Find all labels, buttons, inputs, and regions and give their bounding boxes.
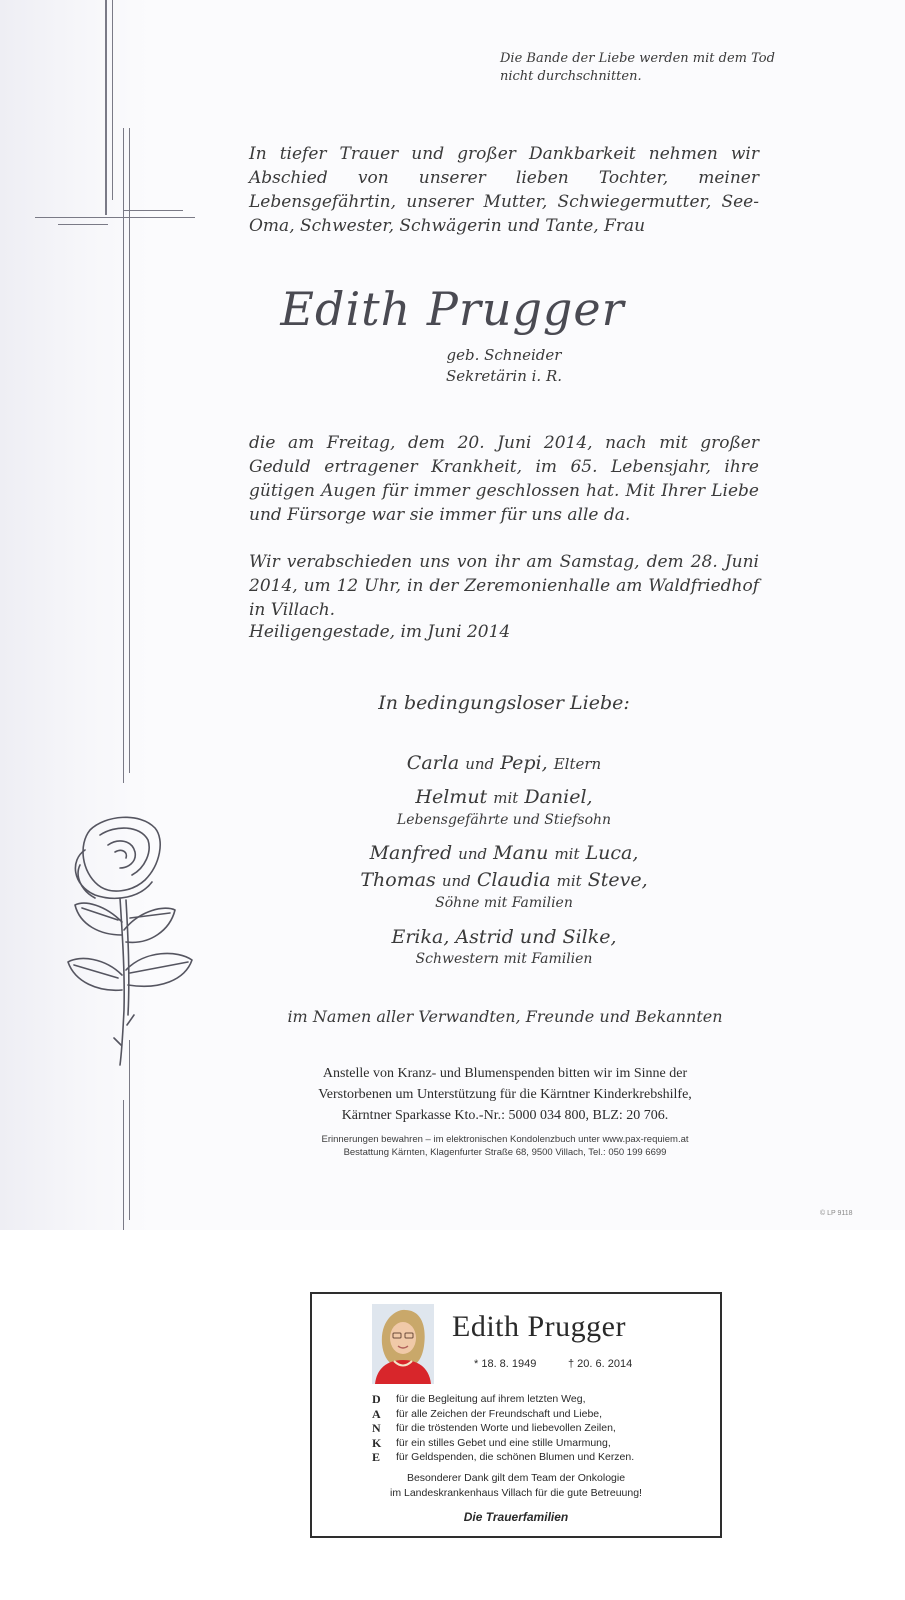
- family-relation: Schwestern mit Familien: [415, 951, 593, 967]
- danke-text: für alle Zeichen der Freundschaft und Liebe,: [396, 1407, 603, 1420]
- family-name: Carla: [406, 752, 460, 774]
- portrait-photo: [372, 1304, 434, 1384]
- signature: Die Trauerfamilien: [463, 1510, 569, 1524]
- family-name: Helmut: [415, 786, 488, 808]
- special-thanks-line-1: Besonderer Dank gilt dem Team der Onkologie: [406, 1472, 626, 1484]
- family-name: Claudia: [476, 869, 551, 891]
- family-name: Erika, Astrid und Silke,: [391, 926, 617, 948]
- place-date: Heiligengestade, im Juni 2014: [249, 622, 511, 642]
- family-join: und: [465, 755, 495, 773]
- on-behalf-line: im Namen aller Verwandten, Freunde und Bekannten: [287, 1007, 723, 1026]
- special-thanks-line-2: im Landeskrankenhaus Villach für die gute Betreuung!: [390, 1487, 642, 1499]
- birth-date: * 18. 8. 1949: [474, 1358, 537, 1370]
- danke-row: [372, 1421, 634, 1436]
- family-join: und: [441, 872, 471, 890]
- family-group-partner: [249, 784, 759, 829]
- danke-letter: A: [372, 1406, 381, 1421]
- love-heading: In bedingungsloser Liebe:: [378, 692, 630, 714]
- danke-row: [372, 1450, 634, 1465]
- deceased-name: Edith Prugger: [280, 282, 625, 336]
- family-join: mit: [554, 845, 580, 863]
- danke-row: [372, 1436, 634, 1451]
- danke-row: [372, 1392, 634, 1407]
- family-group-parents: [249, 750, 759, 777]
- donation-request: [270, 1063, 740, 1126]
- family-group-sons: [249, 840, 759, 912]
- family-name: Manu: [493, 842, 549, 864]
- donation-line-3: Kärntner Sparkasse Kto.-Nr.: 5000 034 800, BLZ: 20 706.: [341, 1108, 669, 1123]
- family-join: mit: [556, 872, 582, 890]
- danke-text: für Geldspenden, die schönen Blumen und Kerzen.: [396, 1451, 635, 1463]
- profession: Sekretärin i. R.: [445, 367, 563, 385]
- danke-text: für ein stilles Gebet und eine stille Umarmung,: [396, 1436, 611, 1449]
- motto: [500, 50, 800, 86]
- family-name: Thomas: [360, 869, 436, 891]
- family-relation: Lebensgefährte und Stiefsohn: [396, 812, 612, 828]
- family-name: Pepi,: [500, 752, 548, 774]
- family-group-sisters: [249, 924, 759, 968]
- family-join: und: [458, 845, 488, 863]
- danke-list: [372, 1392, 634, 1465]
- danke-text: für die tröstenden Worte und liebevollen Zeilen,: [396, 1422, 616, 1434]
- print-code: © LP 9118: [820, 1210, 853, 1217]
- family-relation: Söhne mit Familien: [435, 895, 573, 911]
- thank-you-card: [310, 1292, 722, 1538]
- danke-letter: D: [372, 1392, 381, 1406]
- family-name: Daniel,: [524, 786, 593, 808]
- condolence-book-note: Erinnerungen bewahren – im elektronischen Kondolenzbuch unter www.pax-requiem.at: [321, 1134, 689, 1145]
- rose-icon: [60, 810, 210, 1070]
- death-text: die am Freitag, dem 20. Juni 2014, nach mit großer Geduld ertragener Krankheit, im 65. Lebensjahr, ihre gütigen Augen für immer geschlossen hat. Mit Ihrer Liebe und Fürsorge war sie immer für uns alle da.: [249, 433, 759, 525]
- family-name: Manfred: [369, 842, 453, 864]
- family-name: Steve,: [587, 869, 648, 891]
- donation-line-1: Anstelle von Kranz- und Blumenspenden bitten wir im Sinne der: [322, 1066, 688, 1081]
- funeral-text: Wir verabschieden uns von ihr am Samstag, dem 28. Juni 2014, um 12 Uhr, in der Zeremonienhalle am Waldfriedhof in Villach.: [249, 552, 759, 620]
- motto-line-1: Die Bande der Liebe werden mit dem Tod: [500, 51, 775, 66]
- danke-row: [372, 1407, 634, 1422]
- death-date: † 20. 6. 2014: [568, 1358, 633, 1370]
- danke-letter: E: [372, 1450, 381, 1464]
- danke-letter: N: [372, 1421, 381, 1435]
- card-name: Edith Prugger: [452, 1310, 626, 1343]
- danke-letter: K: [372, 1435, 382, 1450]
- intro-text: In tiefer Trauer und großer Dankbarkeit nehmen wir Abschied von unserer lieben Tochter, meiner Lebensgefährtin, unserer Mutter, Schwiegermutter, See-Oma, Schwester, Schwägerin und Tante, Frau: [249, 144, 759, 236]
- family-relation: Eltern: [553, 755, 602, 773]
- danke-text: für die Begleitung auf ihrem letzten Weg,: [396, 1393, 586, 1405]
- donation-line-2: Verstorbenen um Unterstützung für die Kärntner Kinderkrebshilfe,: [318, 1087, 692, 1102]
- motto-line-2: nicht durchschnitten.: [500, 69, 642, 84]
- funeral-home-address: Bestattung Kärnten, Klagenfurter Straße 68, 9500 Villach, Tel.: 050 199 6699: [343, 1147, 667, 1158]
- family-join: mit: [493, 789, 519, 807]
- family-name: Luca,: [585, 842, 639, 864]
- birth-name: geb. Schneider: [446, 346, 562, 364]
